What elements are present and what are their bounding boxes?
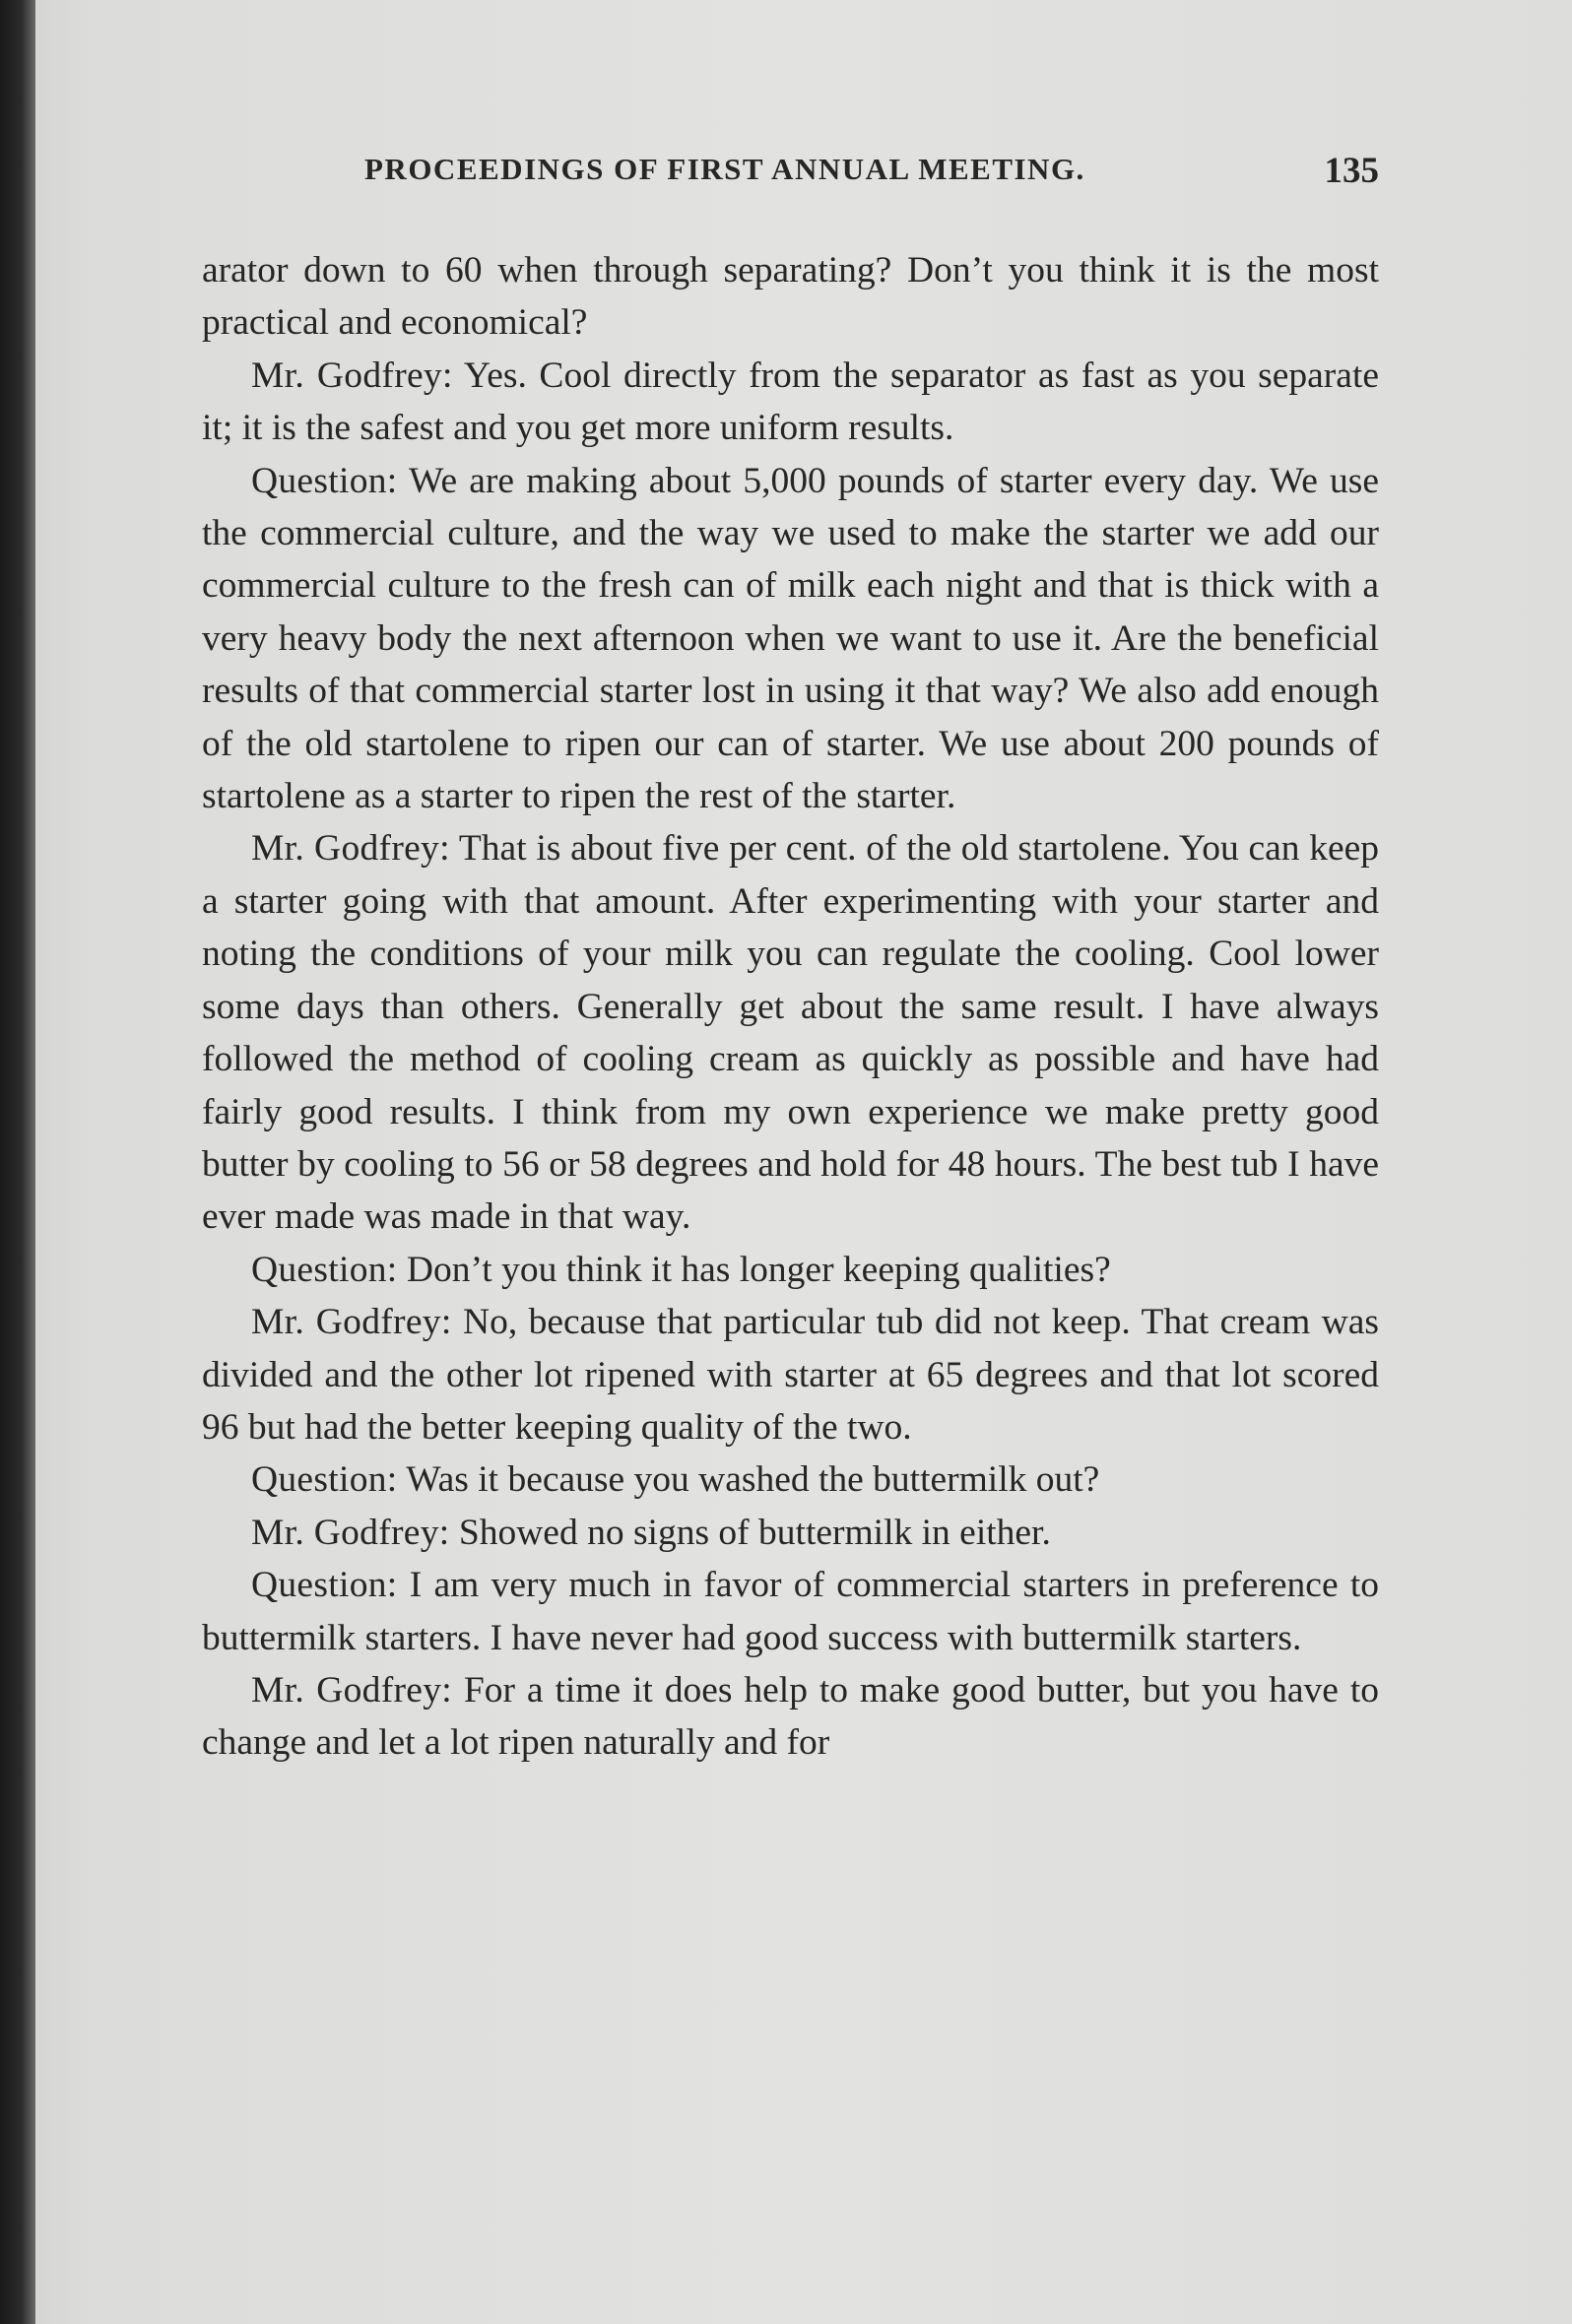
paragraph-text: Showed no signs of buttermilk in either.	[458, 1512, 1051, 1553]
paragraph	[202, 1559, 1379, 1664]
speaker-label: Question:	[251, 1565, 398, 1606]
paragraph-text: For a time it does help to make good butter, but you have to change and let a lot ripen naturally and for	[202, 1669, 1380, 1764]
page-header	[202, 146, 1379, 205]
paragraph-text: Don’t you think it has longer keeping qualities?	[406, 1249, 1111, 1290]
book-spine-shadow	[0, 0, 35, 2324]
speaker-label: Question:	[251, 1459, 398, 1501]
running-head: PROCEEDINGS OF FIRST ANNUAL MEETING.	[364, 152, 1085, 186]
speaker-label: Question:	[251, 1249, 398, 1290]
paragraph-text: Was it because you washed the buttermilk out?	[406, 1459, 1100, 1501]
speaker-label: Mr. Godfrey:	[251, 1302, 452, 1343]
body-text	[202, 244, 1379, 1770]
paragraph	[202, 1244, 1379, 1296]
page-number: 135	[1324, 151, 1379, 191]
paragraph	[202, 1453, 1379, 1506]
paragraph	[202, 1296, 1379, 1453]
speaker-label: Mr. Godfrey:	[251, 1669, 453, 1711]
paragraph	[202, 350, 1379, 455]
speaker-label: Mr. Godfrey:	[251, 355, 453, 396]
speaker-label: Mr. Godfrey:	[251, 828, 450, 870]
paragraph-text: That is about five per cent. of the old startolene. You can keep a starter going with that amount. After experimenting with your starter and noting the conditions of your milk you can regulate the cooling. Cool lower some days than others. Generally get about the same result. I have always followed the method of cooling cream as quickly as possible and have had fairly good results. I think from my own experience we make pretty good butter by cooling to 56 or 58 degrees and hold for 48 hours. The best tub I have ever made was made in that way.	[202, 828, 1379, 1238]
paragraph-text: We are making about 5,000 pounds of starter every day. We use the commercial culture, and the way we used to make the starter we add our commercial culture to the fresh can of milk each night and that is thick with a very heavy body the next afternoon when we want to use it. Are the beneficial results of that commercial starter lost in using it that way? We also add enough of the old startolene to ripen our can of starter. We use about 200 pounds of startolene as a starter to ripen the rest of the starter.	[202, 460, 1380, 817]
paragraph-text: Yes. Cool directly from the separator as fast as you separate it; it is the safest and you get more uniform results.	[202, 355, 1380, 449]
paragraph-text: I am very much in favor of commercial starters in preference to buttermilk starters. I have never had good success with buttermilk starters.	[202, 1565, 1380, 1658]
paragraph-text: No, because that particular tub did not keep. That cream was divided and the other lot ripened with starter at 65 degrees and that lot scored 96 but had the better keeping quality of the two.	[202, 1302, 1379, 1448]
paragraph	[202, 1507, 1379, 1559]
speaker-label: Mr. Godfrey:	[251, 1512, 450, 1553]
paragraph	[202, 1664, 1379, 1770]
paragraph	[202, 822, 1379, 1243]
speaker-label: Question:	[251, 460, 398, 501]
paragraph-text: arator down to 60 when through separating? Don’t you think it is the most practical and economical?	[202, 250, 1379, 344]
paragraph	[202, 244, 1379, 350]
paragraph	[202, 455, 1379, 823]
